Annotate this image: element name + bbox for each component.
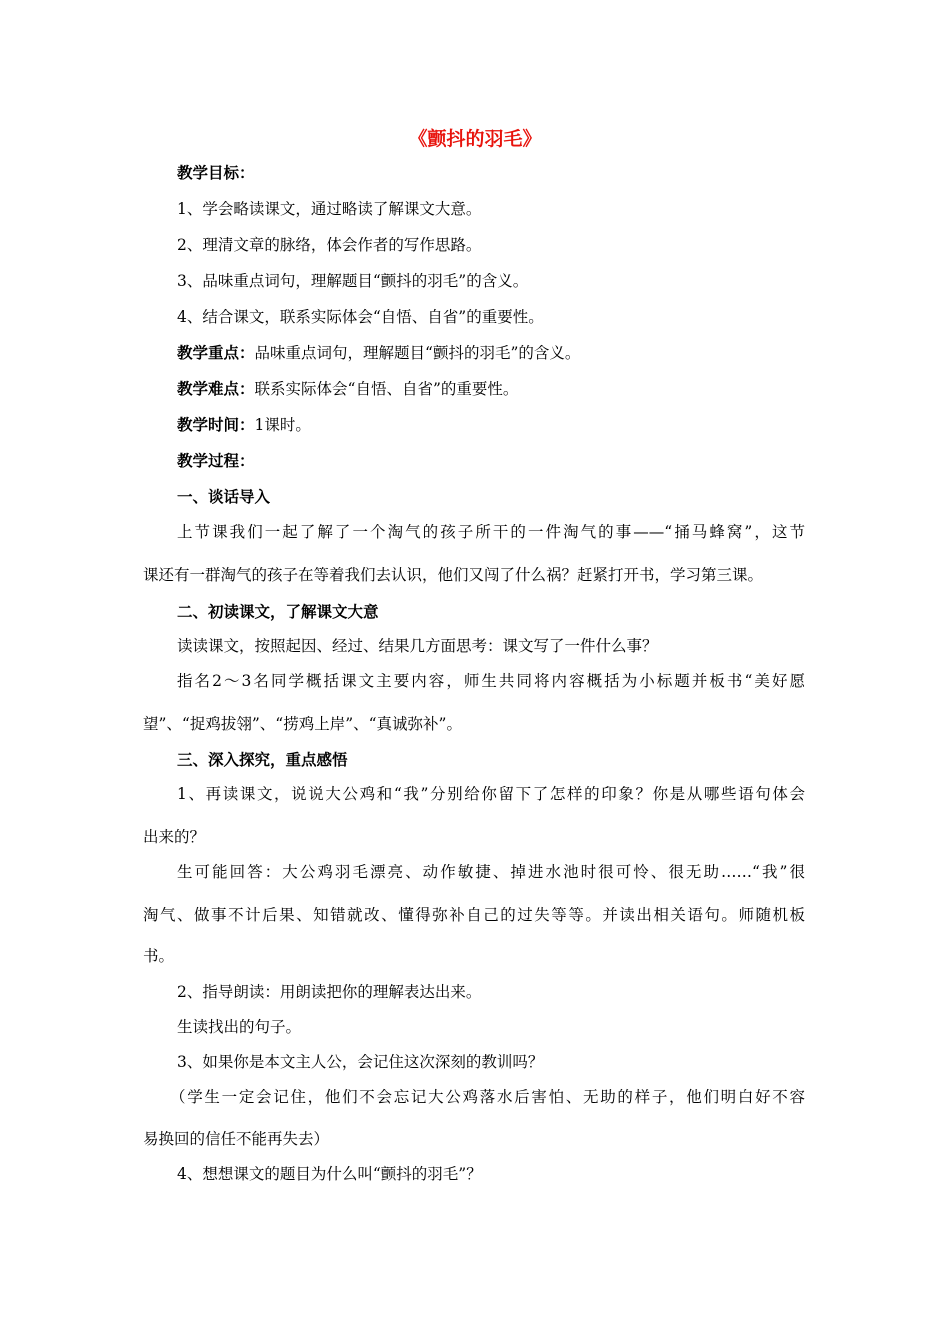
teaching-time [177, 413, 311, 437]
question-1-line1: 1、再读课文，说说大公鸡和“我”分别给你留下了怎样的印象？你是从哪些语句体会 [177, 785, 805, 803]
part3-heading: 三、深入探究，重点感悟 [177, 750, 348, 769]
teaching-time-text: 1课时。 [254, 416, 311, 434]
part2-paragraph-2-line1: 指名2～3名同学概括课文主要内容，师生共同将内容概括为小标题并板书“美好愿 [177, 672, 805, 690]
answer-3-line1: （学生一定会记住，他们不会忘记大公鸡落水后害怕、无助的样子，他们明白好不容 [170, 1088, 805, 1106]
goal-item-2: 2、理清文章的脉络，体会作者的写作思路。 [177, 236, 482, 254]
answer-1-line1: 生可能回答：大公鸡羽毛漂亮、动作敏捷、掉进水池时很可怜、很无助……“我”很 [177, 863, 805, 881]
difficulty-label: 教学难点： [177, 379, 255, 398]
key-point-text: 品味重点词句，理解题目“颤抖的羽毛”的含义。 [254, 344, 581, 362]
document-title: 《颤抖的羽毛》 [408, 128, 542, 150]
question-1-line2: 出来的？ [143, 828, 206, 846]
part1-paragraph-line2: 课还有一群淘气的孩子在等着我们去认识，他们又闯了什么祸？赶紧打开书，学习第三课。 [143, 566, 764, 584]
answer-3-line2: 易换回的信任不能再失去） [143, 1130, 330, 1148]
process-heading: 教学过程： [177, 451, 255, 470]
goals-heading: 教学目标： [177, 163, 255, 182]
answer-1-line3: 书。 [143, 947, 175, 965]
difficulty-text: 联系实际体会“自悟、自省”的重要性。 [254, 380, 519, 398]
key-point [177, 341, 580, 365]
key-point-label: 教学重点： [177, 343, 255, 362]
part1-paragraph-line1: 上节课我们一起了解了一个淘气的孩子所干的一件淘气的事——“捅马蜂窝”，这节 [177, 523, 805, 541]
goal-item-1: 1、学会略读课文，通过略读了解课文大意。 [177, 200, 482, 218]
part1-heading: 一、谈话导入 [177, 487, 271, 506]
question-2: 2、指导朗读：用朗读把你的理解表达出来。 [177, 983, 482, 1001]
part2-paragraph-2-line2: 望”、“捉鸡拔翎”、“捞鸡上岸”、“真诚弥补”。 [143, 715, 462, 733]
teaching-time-label: 教学时间： [177, 415, 255, 434]
answer-2: 生读找出的句子。 [177, 1018, 302, 1036]
part2-heading: 二、初读课文，了解课文大意 [177, 602, 379, 621]
goal-item-3: 3、品味重点词句，理解题目“颤抖的羽毛”的含义。 [177, 272, 529, 290]
answer-1-line2: 淘气、做事不计后果、知错就改、懂得弥补自己的过失等等。并读出相关语句。师随机板 [143, 906, 805, 924]
part2-paragraph-1: 读读课文，按照起因、经过、结果几方面思考：课文写了一件什么事？ [177, 637, 658, 655]
goal-item-4: 4、结合课文，联系实际体会“自悟、自省”的重要性。 [177, 308, 544, 326]
question-4: 4、想想课文的题目为什么叫“颤抖的羽毛”？ [177, 1165, 482, 1183]
difficulty [177, 377, 518, 401]
question-3: 3、如果你是本文主人公，会记住这次深刻的教训吗？ [177, 1053, 544, 1071]
